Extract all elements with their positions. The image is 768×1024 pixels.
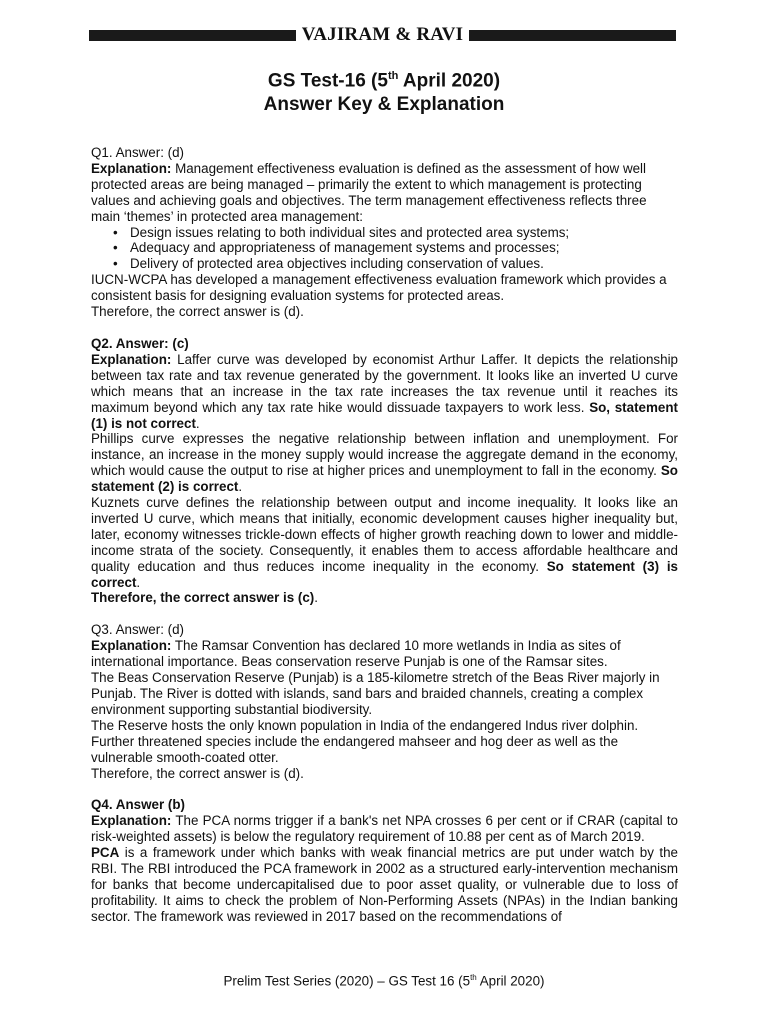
q2-paragraph-3: Kuznets curve defines the relationship between output and income inequality. It looks like an inverted U curve, which means that initially, economic development causes higher inequality but, later, economy witnesses trickle-down effects of higher growth reaching down to lower and middle-income strata of the society. Consequently, it enables them to access affordable healthcare and quality education and thus reduces income inequality in the economy. So statement (3) is correct. <box>91 495 678 590</box>
brand-name: VAJIRAM & RAVI <box>301 24 464 45</box>
list-item: • Design issues relating to both individual sites and protected area systems; <box>91 225 678 241</box>
question-1 <box>91 145 678 320</box>
q4-answer: Q4. Answer (b) <box>91 797 185 813</box>
list-item: • Delivery of protected area objectives including conservation of values. <box>91 256 678 272</box>
q1-bullet-list <box>91 225 678 273</box>
q3-paragraph-2: The Beas Conservation Reserve (Punjab) is a 185-kilometre stretch of the Beas River majorly in Punjab. The River is dotted with islands, sand bars and braided channels, creating a complex environment supporting substantial biodiversity. <box>91 670 660 717</box>
question-2 <box>91 336 678 606</box>
question-4 <box>91 797 678 924</box>
q2-answer: Q2. Answer: (c) <box>91 335 189 351</box>
title-line-1: GS Test-16 (5th April 2020) <box>267 70 501 92</box>
header-rule-left <box>89 30 296 41</box>
q1-conclusion: Therefore, the correct answer is (d). <box>91 304 304 320</box>
q3-paragraph-1: Explanation: The Ramsar Convention has declared 10 more wetlands in India as sites of international importance. Beas conservation reserve Punjab is one of the Ramsar sites. <box>91 638 621 670</box>
page-header <box>89 26 676 44</box>
q1-paragraph-2: IUCN-WCPA has developed a management effectiveness evaluation framework which provides a consistent basis for designing evaluation systems for protected areas. <box>91 272 667 304</box>
q3-answer: Q3. Answer: (d) <box>91 622 185 638</box>
q3-paragraph-3: The Reserve hosts the only known population in India of the endangered Indus river dolphin. Further threatened species include the endangered mahseer and hog deer as well as the vulnerable smooth-coated otter. <box>91 717 639 765</box>
answer-content <box>91 145 678 925</box>
q1-answer: Q1. Answer: (d) <box>91 145 185 160</box>
title-line-2: Answer Key & Explanation <box>263 94 505 116</box>
q3-conclusion: Therefore, the correct answer is (d). <box>91 765 304 781</box>
q1-explanation: Explanation: Management effectiveness evaluation is defined as the assessment of how well protected areas are being managed – primarily the extent to which management is protecting values and achieving goals and objectives. The term management effectiveness reflects three main ‘themes’ in protected area management: <box>91 160 647 224</box>
document-title <box>0 64 768 117</box>
list-item: • Adequacy and appropriateness of management systems and processes; <box>91 240 678 256</box>
header-rule-right <box>469 30 676 41</box>
q2-paragraph-1: Explanation: Laffer curve was developed by economist Arthur Laffer. It depicts the relationship between tax rate and tax revenue generated by the government. It looks like an inverted U curve which means that an increase in the tax rate increases the tax revenue until it reaches its maximum beyond which any tax rate hike would dissuade taxpayers to work less. So, statement (1) is not correct. <box>91 351 678 431</box>
q4-paragraph-1: Explanation: The PCA norms trigger if a bank's net NPA crosses 6 per cent or if CRAR (capital to risk-weighted assets) is below the regulatory requirement of 10.88 per cent as of March 2019. <box>91 813 678 845</box>
q2-conclusion: Therefore, the correct answer is (c). <box>91 590 318 606</box>
q4-paragraph-2: PCA is a framework under which banks with weak financial metrics are put under watch by the RBI. The RBI introduced the PCA framework in 2002 as a structured early-intervention mechanism for banks that become undercapitalised due to poor asset quality, or vulnerable due to loss of profitability. It aims to check the problem of Non-Performing Assets (NPAs) in the Indian banking sector. The framework was reviewed in 2017 based on the recommendations of <box>91 845 678 924</box>
page-footer: Prelim Test Series (2020) – GS Test 16 (5th April 2020) <box>223 973 545 989</box>
question-3 <box>91 622 678 781</box>
q2-paragraph-2: Phillips curve expresses the negative relationship between inflation and unemployment. For instance, an increase in the money supply would increase the aggregate demand in the economy, which would cause the output to rise at higher prices and unemployment to fall in the economy. So statement (2) is correct. <box>91 431 678 495</box>
